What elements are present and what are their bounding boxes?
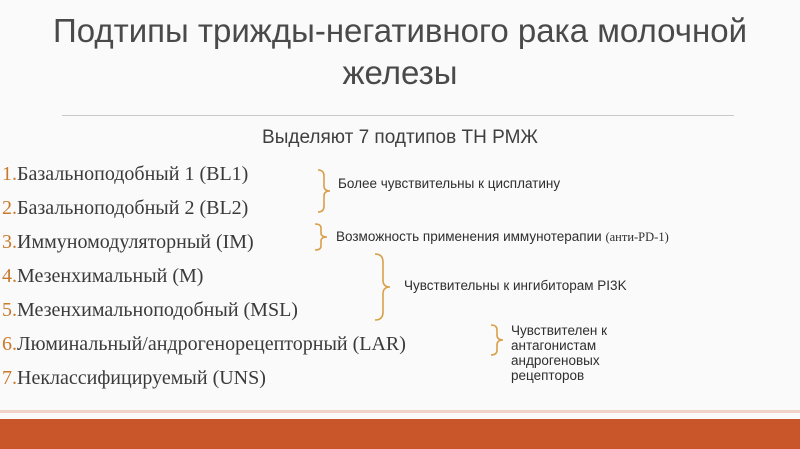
list-item-label: Базальноподобный 2 (BL2)	[17, 197, 249, 219]
title-divider	[62, 115, 734, 116]
note-immunotherapy-suffix: (анти-PD-1)	[605, 230, 669, 244]
slide-title: Подтипы трижды-негативного рака молочной железы	[52, 12, 747, 91]
list-item-number: 7.	[2, 367, 17, 389]
footer-accent-line	[0, 410, 800, 413]
list-item-number: 2.	[2, 197, 17, 219]
list-item-label: Мезенхимальноподобный (MSL)	[17, 299, 298, 321]
list-item-number: 4.	[2, 265, 17, 287]
list-item	[2, 333, 406, 356]
brace-icon	[489, 323, 509, 357]
note-immunotherapy	[336, 229, 669, 245]
list-item	[2, 299, 298, 322]
brace-icon	[316, 168, 336, 214]
list-item	[2, 163, 248, 186]
list-item-number: 1.	[2, 163, 17, 185]
list-item-label: Неклассифицируемый (UNS)	[17, 367, 266, 389]
brace-icon	[373, 252, 397, 322]
list-item-label: Мезенхимальный (M)	[17, 265, 204, 287]
list-item-label: Иммуномодуляторный (IM)	[17, 231, 254, 253]
list-item	[2, 265, 203, 288]
note-cisplatin: Более чувствительны к цисплатину	[338, 176, 561, 191]
note-androgen: Чувствителен к антагонистам андрогеновых рецепторов	[511, 323, 608, 383]
list-item-label: Базальноподобный 1 (BL1)	[17, 163, 249, 185]
note-immunotherapy-text: Возможность применения иммунотерапии	[336, 229, 602, 244]
list-item	[2, 367, 266, 390]
list-item	[2, 231, 254, 254]
list-item-label: Люминальный/андрогенорецепторный (LAR)	[17, 333, 406, 355]
footer-bar	[0, 419, 800, 449]
list-item-number: 6.	[2, 333, 17, 355]
note-pi3k: Чувствительны к ингибиторам PI3K	[404, 278, 627, 293]
list-item-number: 5.	[2, 299, 17, 321]
list-item-number: 3.	[2, 231, 17, 253]
list-item	[2, 197, 248, 220]
brace-icon	[313, 222, 333, 252]
slide-subtitle: Выделяют 7 подтипов ТН РМЖ	[262, 127, 538, 148]
